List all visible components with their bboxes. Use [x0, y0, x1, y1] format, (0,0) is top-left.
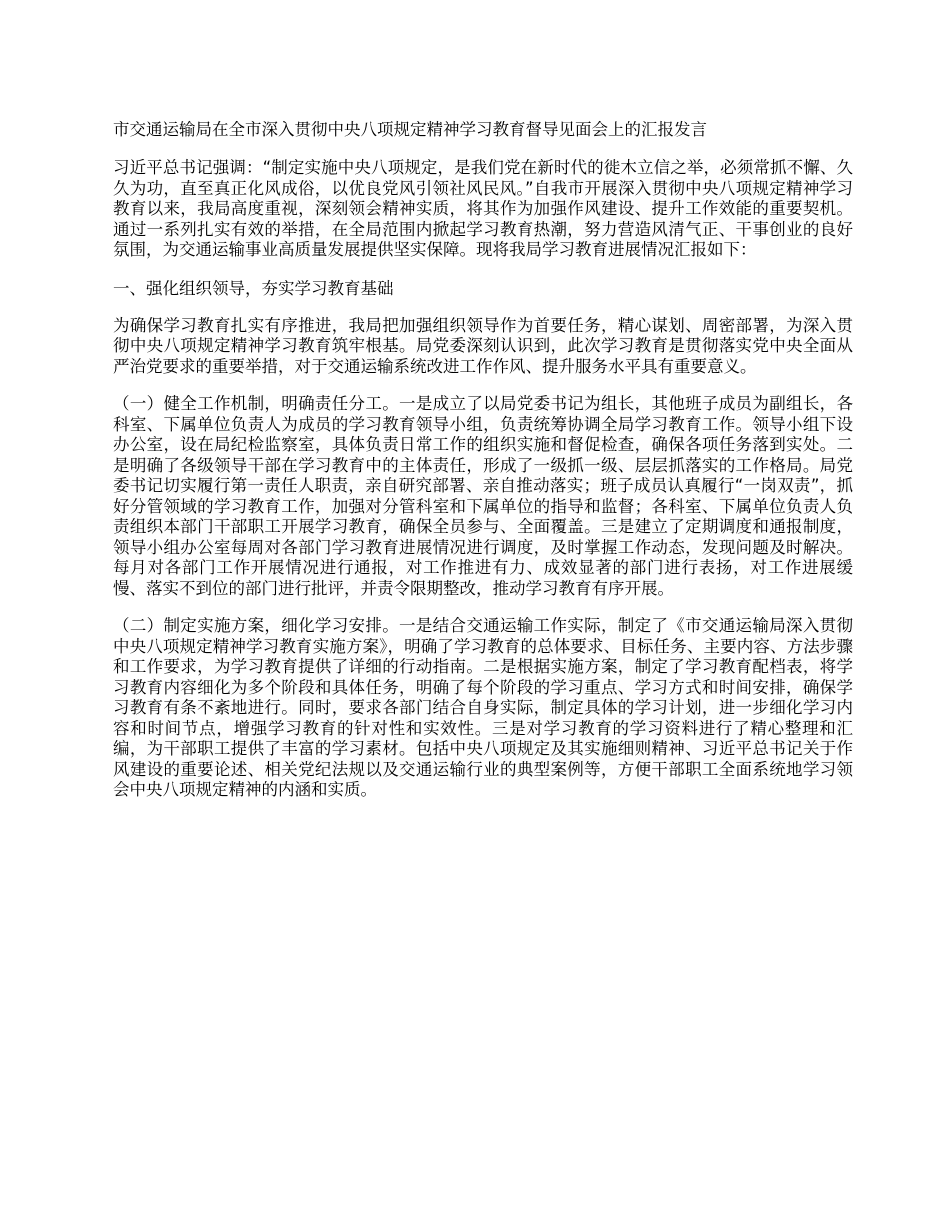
section-intro-paragraph: 为确保学习教育扎实有序推进，我局把加强组织领导作为首要任务，精心谋划、周密部署，为深入贯彻中央八项规定精神学习教育筑牢根基。局党委深刻认识到，此次学习教育是贯彻落实党中央全面从严治党要求的重要举措，对于交通运输系统改进工作作风、提升服务水平具有重要意义。	[113, 315, 853, 376]
document-page	[113, 119, 853, 818]
point-one-paragraph: （一）健全工作机制，明确责任分工。一是成立了以局党委书记为组长，其他班子成员为副组长，各科室、下属单位负责人为成员的学习教育领导小组，负责统筹协调全局学习教育工作。领导小组下设办公室，设在局纪检监察室，具体负责日常工作的组织实施和督促检查，确保各项任务落到实处。二是明确了各级领导干部在学习教育中的主体责任，形成了一级抓一级、层层抓落实的工作格局。局党委书记切实履行第一责任人职责，亲自研究部署、亲自推动落实；班子成员认真履行“一岗双责”，抓好分管领域的学习教育工作，加强对分管科室和下属单位的指导和监督；各科室、下属单位负责人负责组织本部门干部职工开展学习教育，确保全员参与、全面覆盖。三是建立了定期调度和通报制度，领导小组办公室每周对各部门学习教育进展情况进行调度，及时掌握工作动态，发现问题及时解决。每月对各部门工作开展情况进行通报，对工作推进有力、成效显著的部门进行表扬，对工作进展缓慢、落实不到位的部门进行批评，并责令限期整改，推动学习教育有序开展。	[113, 394, 853, 598]
intro-paragraph: 习近平总书记强调：“制定实施中央八项规定，是我们党在新时代的徙木立信之举，必须常抓不懈、久久为功，直至真正化风成俗，以优良党风引领社风民风。”自我市开展深入贯彻中央八项规定精神学习教育以来，我局高度重视，深刻领会精神实质，将其作为加强作风建设、提升工作效能的重要契机。通过一系列扎实有效的举措，在全局范围内掀起学习教育热潮，努力营造风清气正、干事创业的良好氛围，为交通运输事业高质量发展提供坚实保障。现将我局学习教育进展情况汇报如下：	[113, 158, 853, 259]
document-title: 市交通运输局在全市深入贯彻中央八项规定精神学习教育督导见面会上的汇报发言	[113, 120, 707, 139]
section-heading: 一、强化组织领导，夯实学习教育基础	[113, 278, 394, 298]
point-two-paragraph: （二）制定实施方案，细化学习安排。一是结合交通运输工作实际，制定了《市交通运输局深入贯彻中央八项规定精神学习教育实施方案》，明确了学习教育的总体要求、目标任务、主要内容、方法步骤和工作要求，为学习教育提供了详细的行动指南。二是根据实施方案，制定了学习教育配档表，将学习教育内容细化为多个阶段和具体任务，明确了每个阶段的学习重点、学习方式和时间安排，确保学习教育有条不紊地进行。同时，要求各部门结合自身实际，制定具体的学习计划，进一步细化学习内容和时间节点，增强学习教育的针对性和实效性。三是对学习教育的学习资料进行了精心整理和汇编，为干部职工提供了丰富的学习素材。包括中央八项规定及其实施细则精神、习近平总书记关于作风建设的重要论述、相关党纪法规以及交通运输行业的典型案例等，方便干部职工全面系统地学习领会中央八项规定精神的内涵和实质。	[113, 616, 853, 799]
